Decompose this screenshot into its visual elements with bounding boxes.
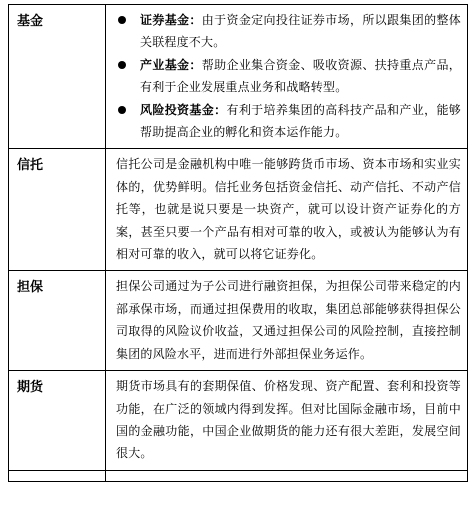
- bullet-icon: [118, 61, 126, 69]
- bullet-separator: ：: [189, 13, 202, 27]
- bullet-text: 有利于培养集团的高科技产品和产业，能够帮助提高企业的孵化和资本运作能力。: [140, 102, 461, 140]
- list-item: [116, 54, 461, 99]
- table-row: [9, 371, 468, 471]
- bullet-icon: [118, 16, 126, 24]
- finance-tools-table: [8, 4, 468, 482]
- row-term-cut-off: [9, 470, 106, 481]
- bullet-term: 产业基金: [140, 57, 190, 72]
- row-description: [106, 5, 468, 149]
- row-description: 担保公司通过为子公司进行融资担保，为担保公司带来稳定的内部承保市场，而通过担保费用的收取，集团总部能够获得担保公司取得的风险议价收益，又通过担保公司的风险控制，直接控制集团的风险水平，进而进行外部担保业务运作。: [106, 271, 468, 371]
- table-row: [9, 5, 468, 149]
- table-row-cut-off: [9, 470, 468, 481]
- list-item: [116, 99, 461, 144]
- row-term: 基金: [9, 5, 106, 149]
- row-term: 信托: [9, 149, 106, 271]
- bullet-term: 风险投资基金: [140, 102, 215, 117]
- bullet-text: 帮助企业集合资金、吸收资源、扶持重点产品，有利于企业发展重点业务和战略转型。: [140, 57, 461, 95]
- bullet-separator: ：: [214, 102, 227, 117]
- bullet-separator: ：: [189, 57, 202, 72]
- bullet-icon: [118, 106, 126, 114]
- row-description: 信托公司是金融机构中唯一能够跨货币市场、资本市场和实业实体的，优势鲜明。信托业务包括资金信托、动产信托、不动产信托等，也就是说只要是一块资产，就可以设计资产证券化的方案，甚至只要一个产品有相对可靠的收入，或被认为能够认为有相对可靠的收入，就可以将它证券化。: [106, 149, 468, 271]
- table-row: [9, 149, 468, 271]
- row-term: 期货: [9, 371, 106, 471]
- row-term: 担保: [9, 271, 106, 371]
- bullet-term: 证券基金: [140, 13, 190, 27]
- bullet-text: 由于资金定向投往证券市场，所以跟集团的整体关联程度不大。: [140, 13, 461, 50]
- row-description: 期货市场具有的套期保值、价格发现、资产配置、套利和投资等功能，在广泛的领域内得到发挥。但对比国际金融市场，目前中国的金融功能，中国企业做期货的能力还有很大差距，发展空间很大。: [106, 371, 468, 471]
- table-row: [9, 271, 468, 371]
- list-item: [116, 9, 461, 54]
- row-description-cut-off: [106, 470, 468, 481]
